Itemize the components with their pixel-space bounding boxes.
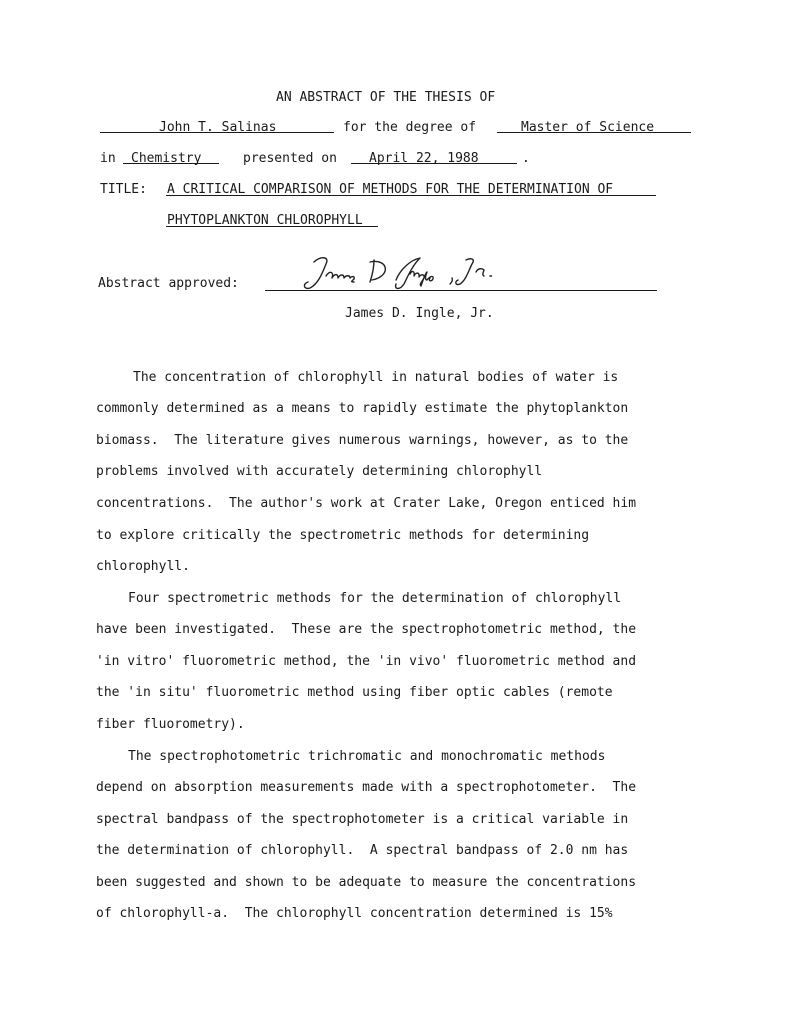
thesis-title-line-2: PHYTOPLANKTON CHLOROPHYLL bbox=[167, 213, 363, 228]
degree-label: for the degree of bbox=[343, 120, 477, 135]
p2-line-1: Four spectrometric methods for the determination of chlorophyll bbox=[128, 591, 622, 606]
p1-line-4: problems involved with accurately determining chlorophyll bbox=[96, 464, 543, 479]
author-name: John T. Salinas bbox=[159, 120, 277, 135]
p1-line-6: to explore critically the spectrometric methods for determining bbox=[96, 528, 590, 543]
p3-line-2: depend on absorption measurements made with a spectrophotometer. The bbox=[96, 780, 637, 795]
p3-line-6: of chlorophyll-a. The chlorophyll concentration determined is 15% bbox=[96, 906, 613, 921]
in-label: in bbox=[100, 151, 116, 166]
p1-line-5: concentrations. The author's work at Crater Lake, Oregon enticed him bbox=[96, 496, 637, 511]
p2-line-5: fiber fluorometry). bbox=[96, 717, 245, 732]
p2-line-3: 'in vitro' fluorometric method, the 'in vivo' fluorometric method and bbox=[96, 654, 637, 669]
p2-line-2: have been investigated. These are the spectrophotometric method, the bbox=[96, 622, 637, 637]
handwritten-signature bbox=[300, 252, 520, 294]
p2-line-4: the 'in situ' fluorometric method using fiber optic cables (remote bbox=[96, 685, 613, 700]
title-label: TITLE: bbox=[100, 182, 147, 197]
p3-line-4: the determination of chlorophyll. A spectral bandpass of 2.0 nm has bbox=[96, 843, 629, 858]
p1-line-2 bbox=[96, 401, 628, 417]
advisor-name: James D. Ingle, Jr. bbox=[345, 306, 494, 321]
p1-line-7: chlorophyll. bbox=[96, 559, 190, 574]
thesis-title-line-1: A CRITICAL COMPARISON OF METHODS FOR THE DETERMINATION OF bbox=[167, 182, 614, 197]
p3-line-5: been suggested and shown to be adequate to measure the concentrations bbox=[96, 875, 637, 890]
p3-line-3: spectral bandpass of the spectrophotometer is a critical variable in bbox=[96, 812, 629, 827]
p1-line-2-text: commonly determined as a means to rapidly estimate the phytoplankton bbox=[96, 401, 629, 416]
field-name: Chemistry bbox=[131, 151, 202, 166]
degree-name: Master of Science bbox=[521, 120, 655, 135]
abstract-heading: AN ABSTRACT OF THE THESIS OF bbox=[276, 90, 496, 105]
p1-line-1: The concentration of chlorophyll in natural bodies of water is bbox=[133, 370, 619, 385]
presented-label: presented on bbox=[243, 151, 337, 166]
p1-line-3: biomass. The literature gives numerous warnings, however, as to the bbox=[96, 433, 629, 448]
presentation-date: April 22, 1988 bbox=[369, 151, 479, 166]
approved-label: Abstract approved: bbox=[98, 276, 239, 291]
date-period: . bbox=[522, 151, 530, 166]
p3-line-1: The spectrophotometric trichromatic and monochromatic methods bbox=[128, 749, 606, 764]
